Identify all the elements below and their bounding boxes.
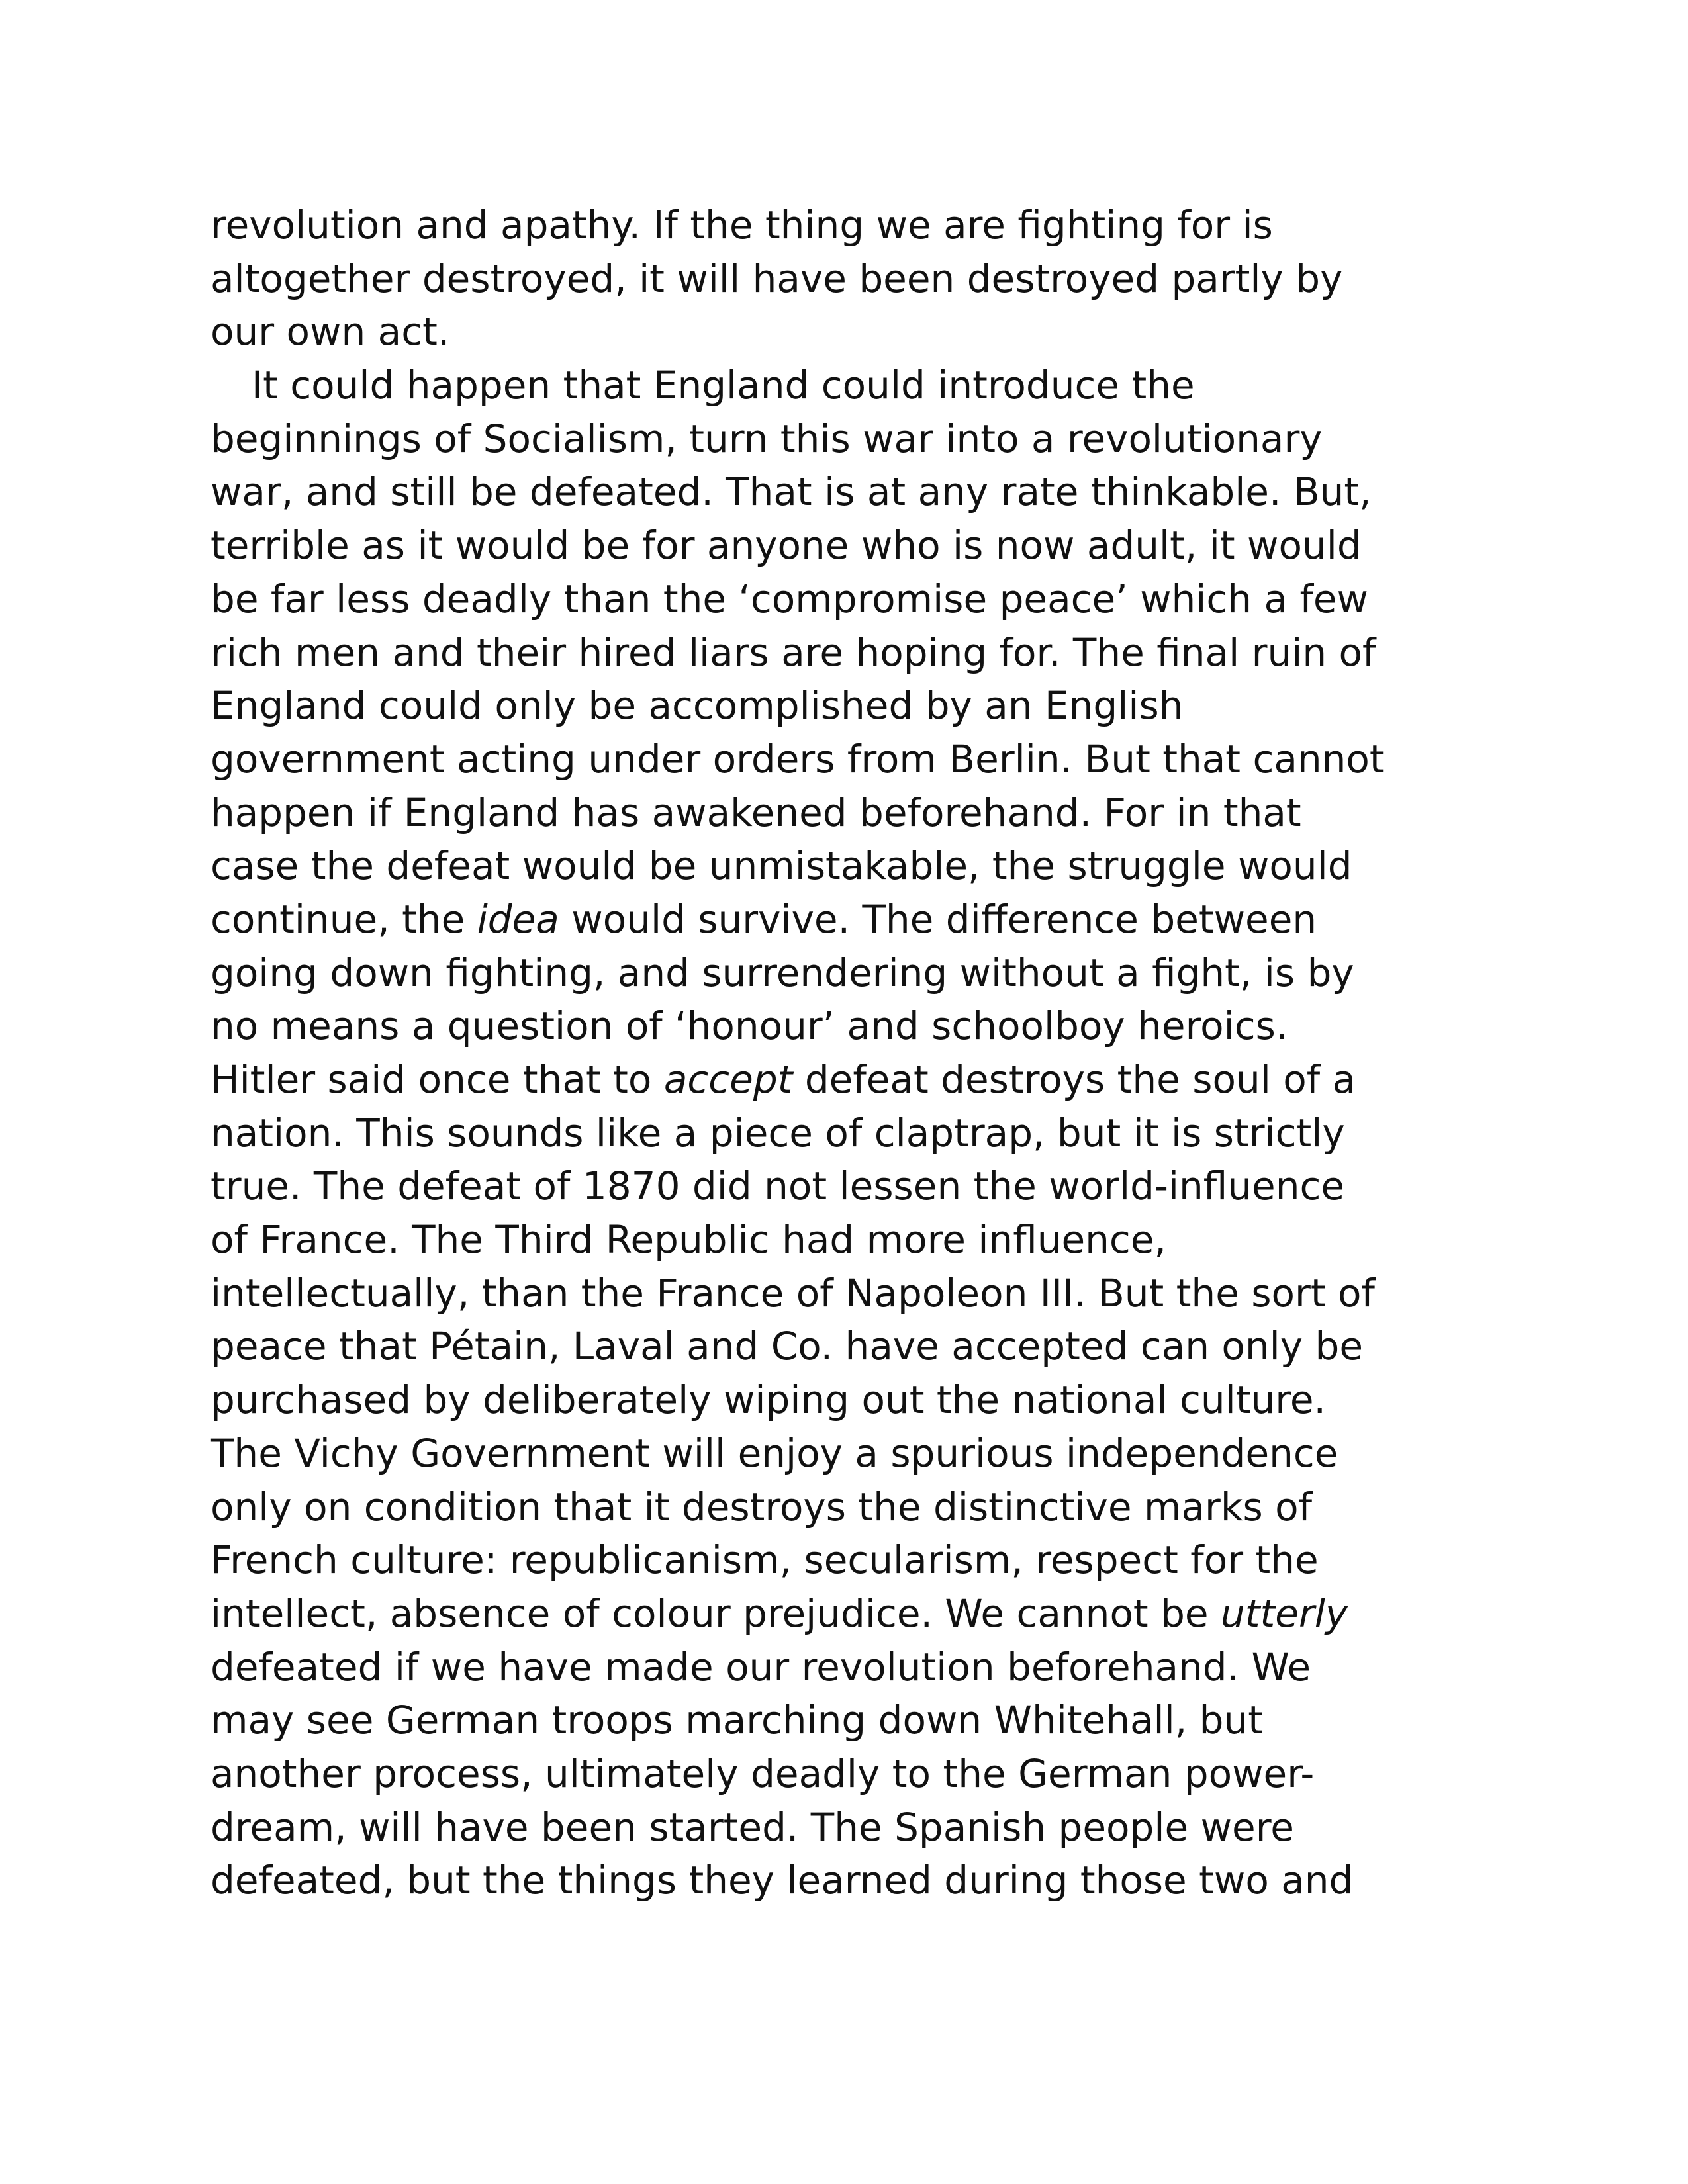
text-line: case the defeat would be unmistakable, the struggle would bbox=[211, 843, 1352, 889]
text-segment: Hitler said once that to bbox=[211, 1057, 664, 1102]
text-line: happen if England has awakened beforehand. For in that bbox=[211, 790, 1301, 835]
text-line: The Vichy Government will enjoy a spurious independence bbox=[211, 1430, 1338, 1476]
text-line: may see German troops marching down Whitehall, but bbox=[211, 1698, 1263, 1743]
text-line: defeated, but the things they learned during those two and bbox=[211, 1858, 1354, 1903]
text-line: altogether destroyed, it will have been destroyed partly by bbox=[211, 255, 1343, 301]
text-line bbox=[211, 1587, 1508, 1641]
text-line: our own act. bbox=[211, 309, 450, 355]
italic-emphasis: accept bbox=[663, 1057, 793, 1102]
text-segment: would survive. The difference between bbox=[559, 896, 1317, 942]
text-line: be far less deadly than the ‘compromise peace’ which a few bbox=[211, 576, 1368, 621]
text-line: It could happen that England could introduce the bbox=[252, 363, 1195, 408]
text-line: terrible as it would be for anyone who is now adult, it would bbox=[211, 523, 1362, 569]
text-line: no means a question of ‘honour’ and schoolboy heroics. bbox=[211, 1003, 1288, 1049]
text-line: nation. This sounds like a piece of claptrap, but it is strictly bbox=[211, 1110, 1345, 1156]
text-line: revolution and apathy. If the thing we are fighting for is bbox=[211, 203, 1273, 248]
text-line: intellectually, than the France of Napoleon III. But the sort of bbox=[211, 1270, 1375, 1316]
text-segment: defeat destroys the soul of a bbox=[792, 1057, 1356, 1102]
text-line: dream, will have been started. The Spanish people were bbox=[211, 1804, 1294, 1850]
text-line: another process, ultimately deadly to the German power- bbox=[211, 1751, 1315, 1796]
text-line: rich men and their hired liars are hoping for. The final ruin of bbox=[211, 629, 1376, 675]
text-line bbox=[211, 893, 1508, 946]
text-line: beginnings of Socialism, turn this war into a revolutionary bbox=[211, 416, 1323, 461]
text-line: purchased by deliberately wiping out the national culture. bbox=[211, 1377, 1326, 1423]
text-line: true. The defeat of 1870 did not lessen the world-influence bbox=[211, 1163, 1345, 1209]
text-line bbox=[211, 1053, 1508, 1107]
text-line: government acting under orders from Berlin. But that cannot bbox=[211, 736, 1385, 782]
text-line: of France. The Third Republic had more influence, bbox=[211, 1217, 1166, 1263]
text-line: peace that Pétain, Laval and Co. have accepted can only be bbox=[211, 1324, 1364, 1369]
text-line: defeated if we have made our revolution beforehand. We bbox=[211, 1644, 1311, 1690]
italic-emphasis: utterly bbox=[1221, 1590, 1348, 1636]
text-segment: continue, the bbox=[211, 896, 477, 942]
text-line: going down fighting, and surrendering without a fight, is by bbox=[211, 950, 1354, 995]
text-line: England could only be accomplished by an English bbox=[211, 683, 1184, 729]
text-line: war, and still be defeated. That is at any rate thinkable. But, bbox=[211, 469, 1372, 515]
body-text bbox=[211, 199, 1508, 1907]
text-line: only on condition that it destroys the distinctive marks of bbox=[211, 1484, 1313, 1529]
text-segment: intellect, absence of colour prejudice. We cannot be bbox=[211, 1590, 1221, 1636]
italic-emphasis: idea bbox=[477, 896, 559, 942]
text-line: French culture: republicanism, secularism, respect for the bbox=[211, 1537, 1319, 1583]
